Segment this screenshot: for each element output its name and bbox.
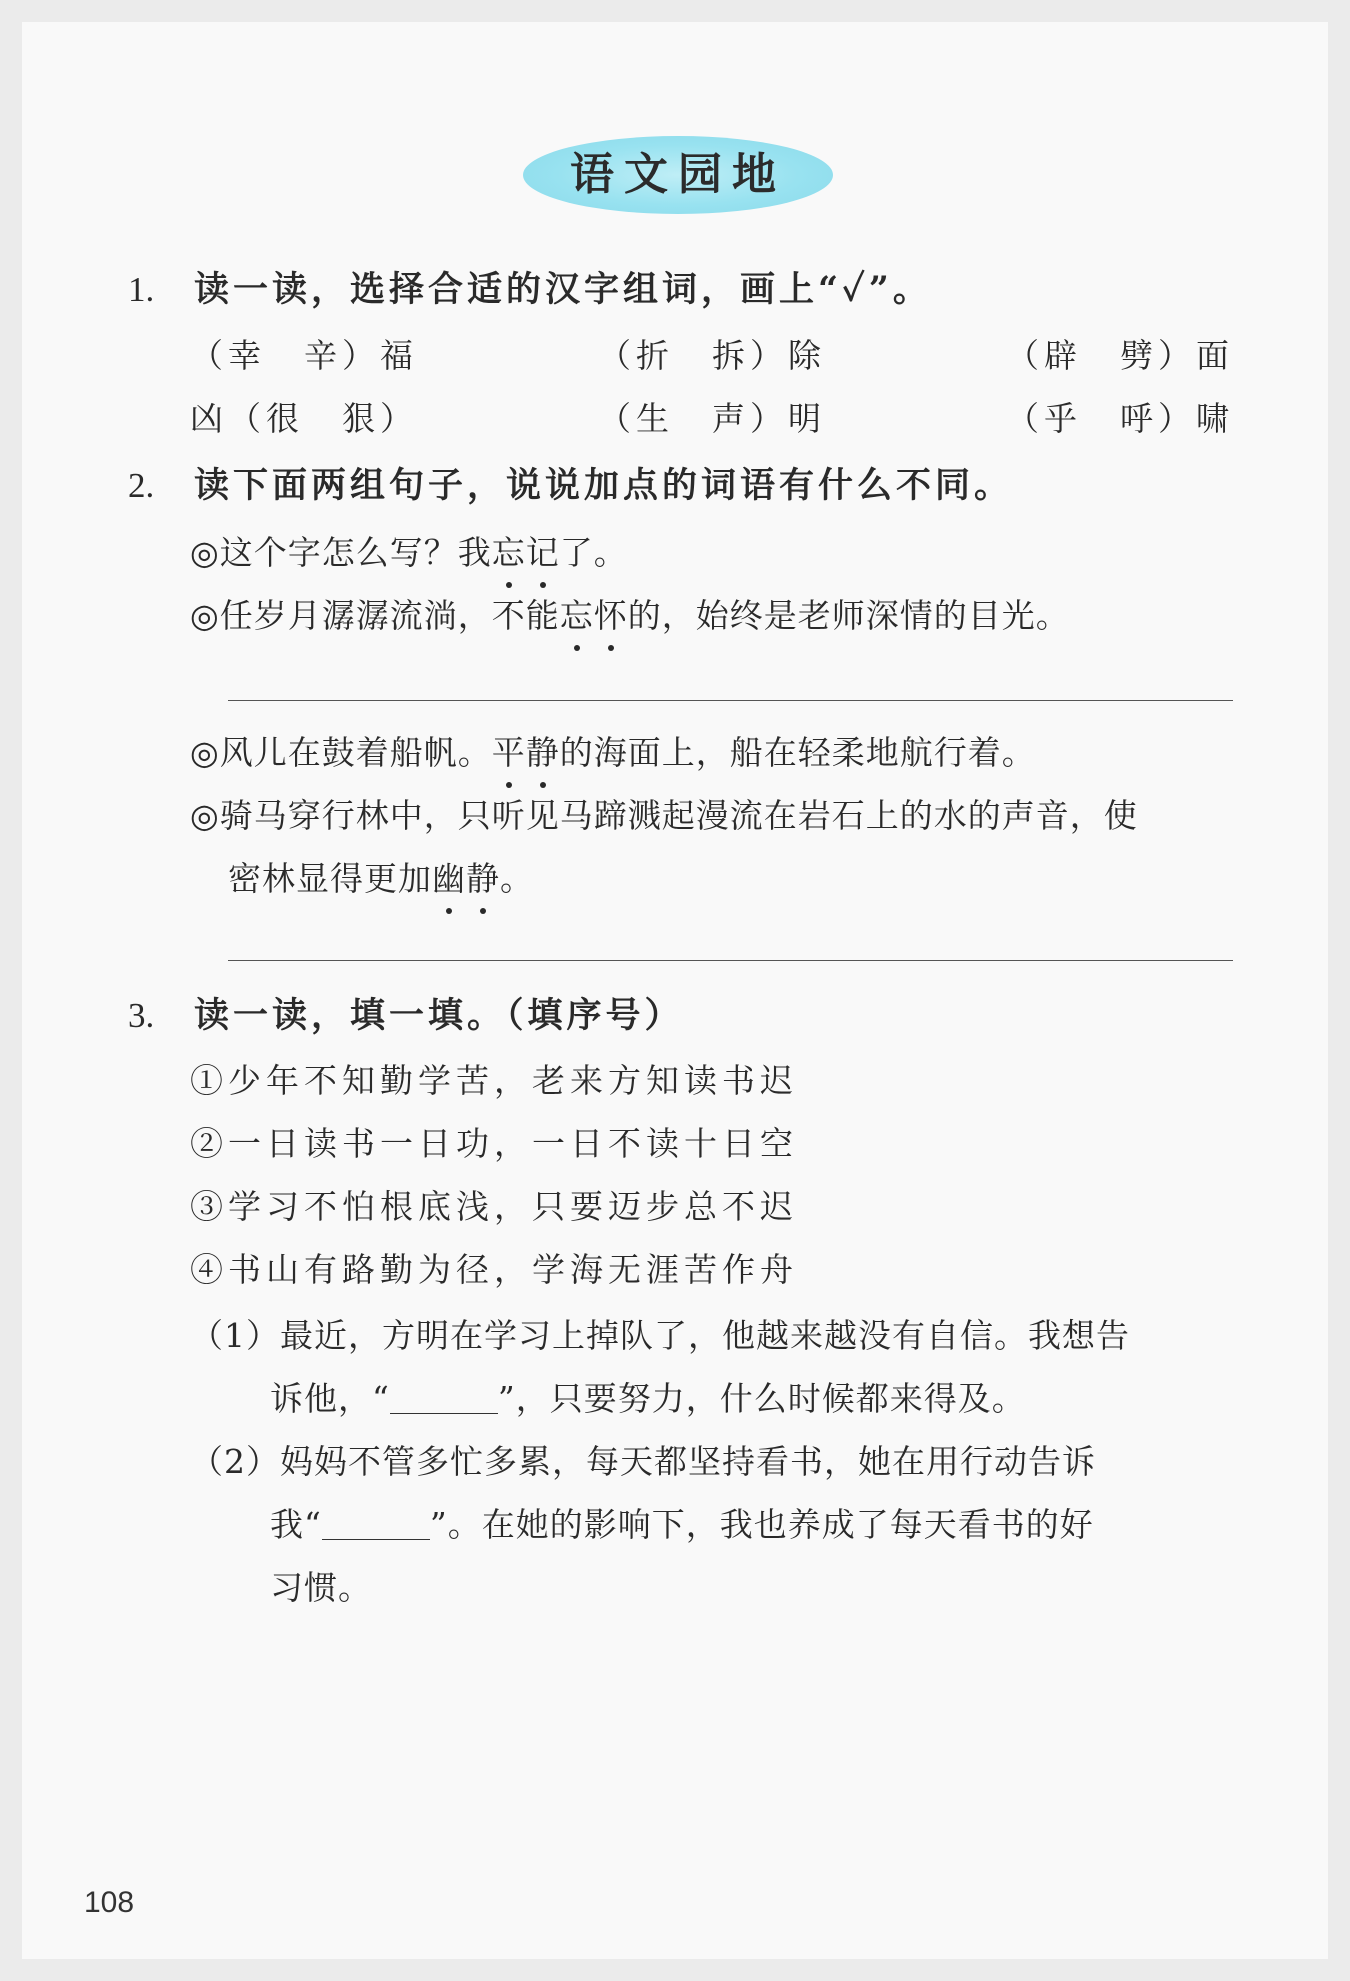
question-prompt: 读一读，选择合适的汉字组词，画上“✓”。 [194, 269, 932, 310]
fill-blank[interactable] [322, 1509, 430, 1540]
sentence-text: 最近，方明在学习上掉队了，他越来越没有自信。我想告 [280, 1316, 1130, 1355]
word-choice-item: （乎 呼）啸 [1006, 399, 1234, 438]
sentence-text: 诉他，“ [270, 1379, 390, 1418]
sentence-text: ”。在她的影响下，我也养成了每天看书的好 [429, 1505, 1094, 1544]
example-sentence [190, 527, 628, 574]
proverb-item: ①少年不知勤学苦，老来方知读书迟 [190, 1061, 798, 1100]
word-choice-item: （辟 劈）面 [1006, 336, 1234, 375]
sentence-text: 了。 [559, 533, 628, 572]
dotted-character: 静 [526, 727, 560, 774]
question-1-heading [128, 262, 932, 312]
sentence-text: 妈妈不管多忙多累，每天都坚持看书，她在用行动告诉 [280, 1442, 1096, 1481]
dotted-character: 平 [492, 727, 526, 774]
dotted-character: 忘 [560, 590, 594, 637]
sentence-text: 的，始终是老师深情的目光。 [627, 596, 1070, 635]
question-number: 3. [128, 996, 155, 1035]
question-number: 1. [128, 270, 155, 309]
sentence-text: 的海面上，船在轻柔地航行着。 [559, 733, 1036, 772]
sentence-text: ◎这个字怎么写？我 [190, 533, 492, 572]
dotted-character: 幽 [432, 853, 466, 900]
page-number: 108 [84, 1886, 135, 1919]
dotted-character: 记 [526, 527, 560, 574]
answer-line[interactable] [228, 700, 1233, 701]
question-number: 2. [128, 466, 155, 505]
example-sentence-continued [228, 853, 534, 900]
fill-sentence-2-continued [270, 1499, 1094, 1546]
question-prompt: 读一读，填一填。（填序号） [194, 995, 684, 1036]
fill-sentence-1-continued [270, 1373, 1026, 1420]
proverb-item: ④书山有路勤为径，学海无涯苦作舟 [190, 1250, 798, 1289]
sub-question-label: （2） [190, 1442, 280, 1481]
proverb-item: ③学习不怕根底浅，只要迈步总不迟 [190, 1187, 798, 1226]
sentence-text: ”，只要努力，什么时候都来得及。 [497, 1379, 1026, 1418]
sentence-text: 密林显得更加 [228, 859, 432, 898]
sentence-text: 我“ [270, 1505, 322, 1544]
sentence-text: ◎任岁月潺潺流淌，不能 [190, 596, 560, 635]
sub-question-label: （1） [190, 1316, 280, 1355]
fill-blank[interactable] [390, 1383, 498, 1414]
dotted-character: 忘 [492, 527, 526, 574]
fill-sentence-2-continued: 习惯。 [270, 1568, 372, 1607]
word-choice-item: （折 拆）除 [598, 336, 826, 375]
example-sentence: ◎骑马穿行林中，只听见马蹄溅起漫流在岩石上的水的声音，使 [190, 796, 1138, 835]
fill-sentence-1 [190, 1310, 1130, 1357]
question-2-heading [128, 458, 1013, 508]
section-title: 语文园地 [570, 149, 786, 200]
question-prompt: 读下面两组句子，说说加点的词语有什么不同。 [194, 465, 1014, 506]
sentence-text: 。 [500, 859, 534, 898]
answer-line[interactable] [228, 960, 1233, 961]
dotted-character: 怀 [594, 590, 628, 637]
proverb-item: ②一日读书一日功，一日不读十日空 [190, 1124, 798, 1163]
word-choice-item: （幸 辛）福 [190, 336, 418, 375]
word-choice-item: （生 声）明 [598, 399, 826, 438]
example-sentence [190, 590, 1070, 637]
fill-sentence-2 [190, 1436, 1096, 1483]
sentence-text: ◎风儿在鼓着船帆。 [190, 733, 492, 772]
word-choice-item: 凶（很 狠） [190, 399, 418, 438]
question-3-heading [128, 988, 684, 1038]
example-sentence [190, 727, 1036, 774]
dotted-character: 静 [466, 853, 500, 900]
section-title-banner [523, 136, 833, 214]
